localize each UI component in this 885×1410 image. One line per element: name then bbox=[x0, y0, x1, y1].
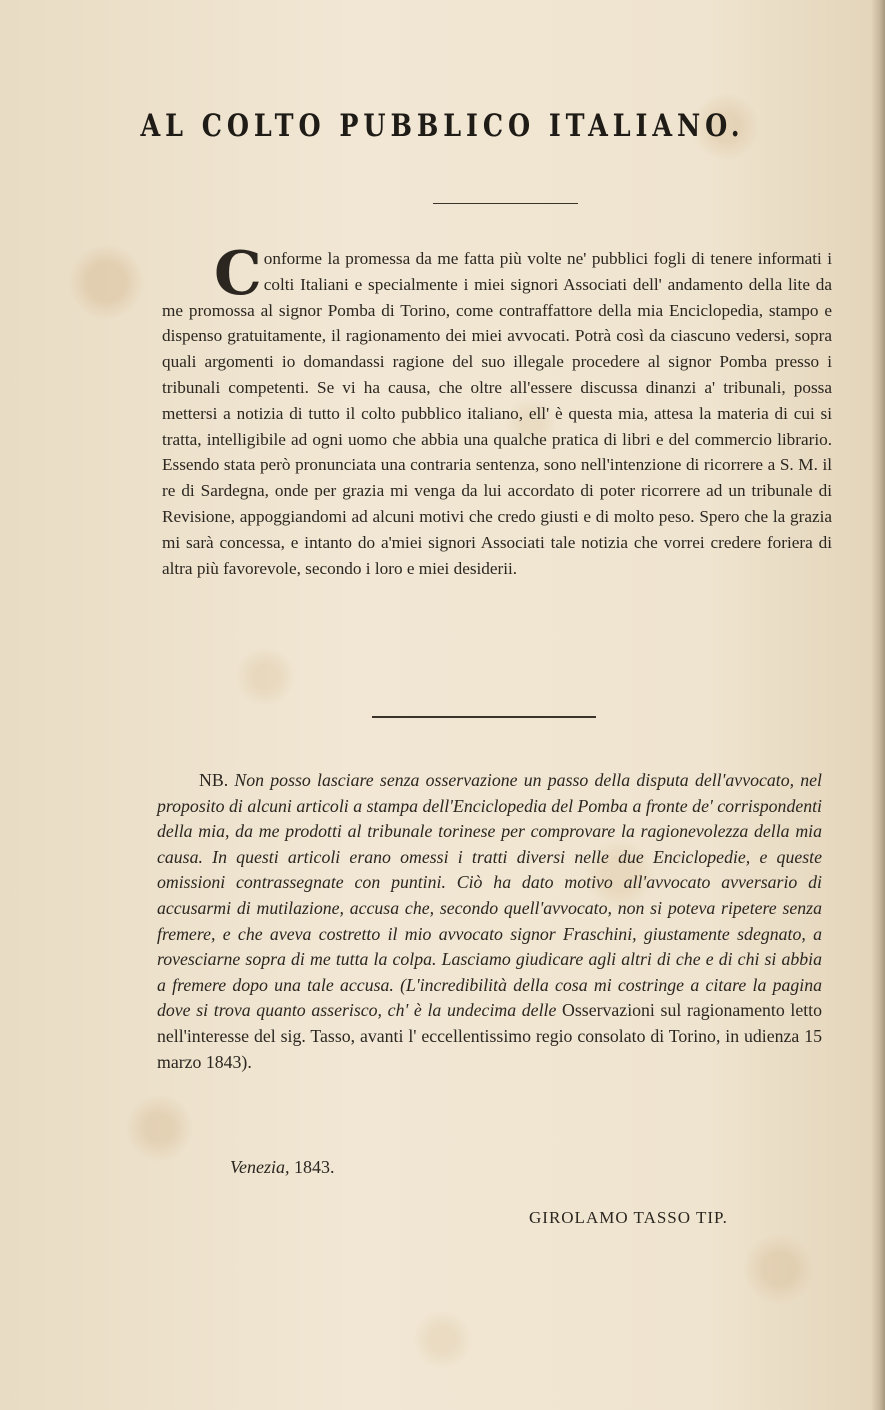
intro-text: onforme la promessa da me fatta più volte ne' pubblici fogli di tenere informati i colti Italiani e specialmente i miei signori Associati dell' andamento della lite da me promossa al signor Pomba di Torino, come contraffattore della mia Enciclopedia, stampo e dispenso gratuitamente, il ragionamento dei miei avvocati. Potrà così da ciascuno vedersi, sopra quali argomenti io domandassi ragione del suo illegale procedere al signor Pomba presso i tribunali competenti. Se vi ha causa, che oltre all'essere discussa dinanzi a' tribunali, possa mettersi a notizia di tutto il colto pubblico italiano, ell' è questa mia, attesa la materia di cui si tratta, intelligibile ad ogni uomo che abbia una qualche pratica di libri e del commercio librario. Essendo stata però pronunciata una contraria sentenza, sono nell'intenzione di ricorrere a S. M. il re di Sardegna, onde per grazia mi venga da lui accordato di poter ricorrere ad un tribunale di Revisione, appoggiandomi ad alcuni motivi che credo giusti e di molto peso. Spero che la grazia mi sarà concessa, e intanto do a'miei signori Associati tale notizia che vorrei credere foriera di altra più favorevole, secondo i loro e miei desiderii. bbox=[162, 249, 832, 578]
printer-name: GIROLAMO TASSO TIP. bbox=[529, 1208, 728, 1227]
imprint-place: Venezia, bbox=[230, 1157, 290, 1177]
imprint-year: 1843. bbox=[293, 1157, 335, 1177]
nota-bene-paragraph bbox=[157, 768, 822, 1075]
title-divider bbox=[433, 203, 578, 204]
imprint-place-date bbox=[230, 1157, 334, 1178]
section-divider bbox=[372, 716, 596, 718]
nb-roman-text: Osservazioni sul ragionamento letto nell'interesse del sig. Tasso, avanti l' eccellentissimo regio consolato di Torino, in udienza 15 marzo 1843). bbox=[157, 1000, 822, 1072]
page-edge bbox=[871, 0, 885, 1410]
intro-paragraph bbox=[162, 239, 832, 581]
page-title: AL COLTO PUBBLICO ITALIANO. bbox=[140, 108, 745, 144]
drop-cap: C bbox=[214, 239, 262, 309]
nb-label: NB. bbox=[199, 770, 229, 790]
nb-italic-text: Non posso lasciare senza osservazione un passo della disputa dell'avvocato, nel proposito di alcuni articoli a stampa dell'Enciclopedia del Pomba a fronte de' corrispondenti della mia, da me prodotti al tribunale torinese per comprovare la ragionevolezza della mia causa. In questi articoli erano omessi i tratti diversi nelle due Enciclopedie, e queste omissioni contrassegnate con puntini. Ciò ha dato motivo all'avvocato avversario di accusarmi di mutilazione, accusa che, secondo quell'avvocato, non si poteva ripetere senza fremere, e che aveva costretto il mio avvocato signor Fraschini, giustamente sdegnato, a rovesciarne sopra di me tutta la colpa. Lasciamo giudicare agli altri di che e di chi si abbia a fremere dopo una tale accusa. (L'incredibilità della cosa mi costringe a citare la pagina dove si trova quanto asserisco, ch' è la undecima delle bbox=[157, 770, 822, 1021]
